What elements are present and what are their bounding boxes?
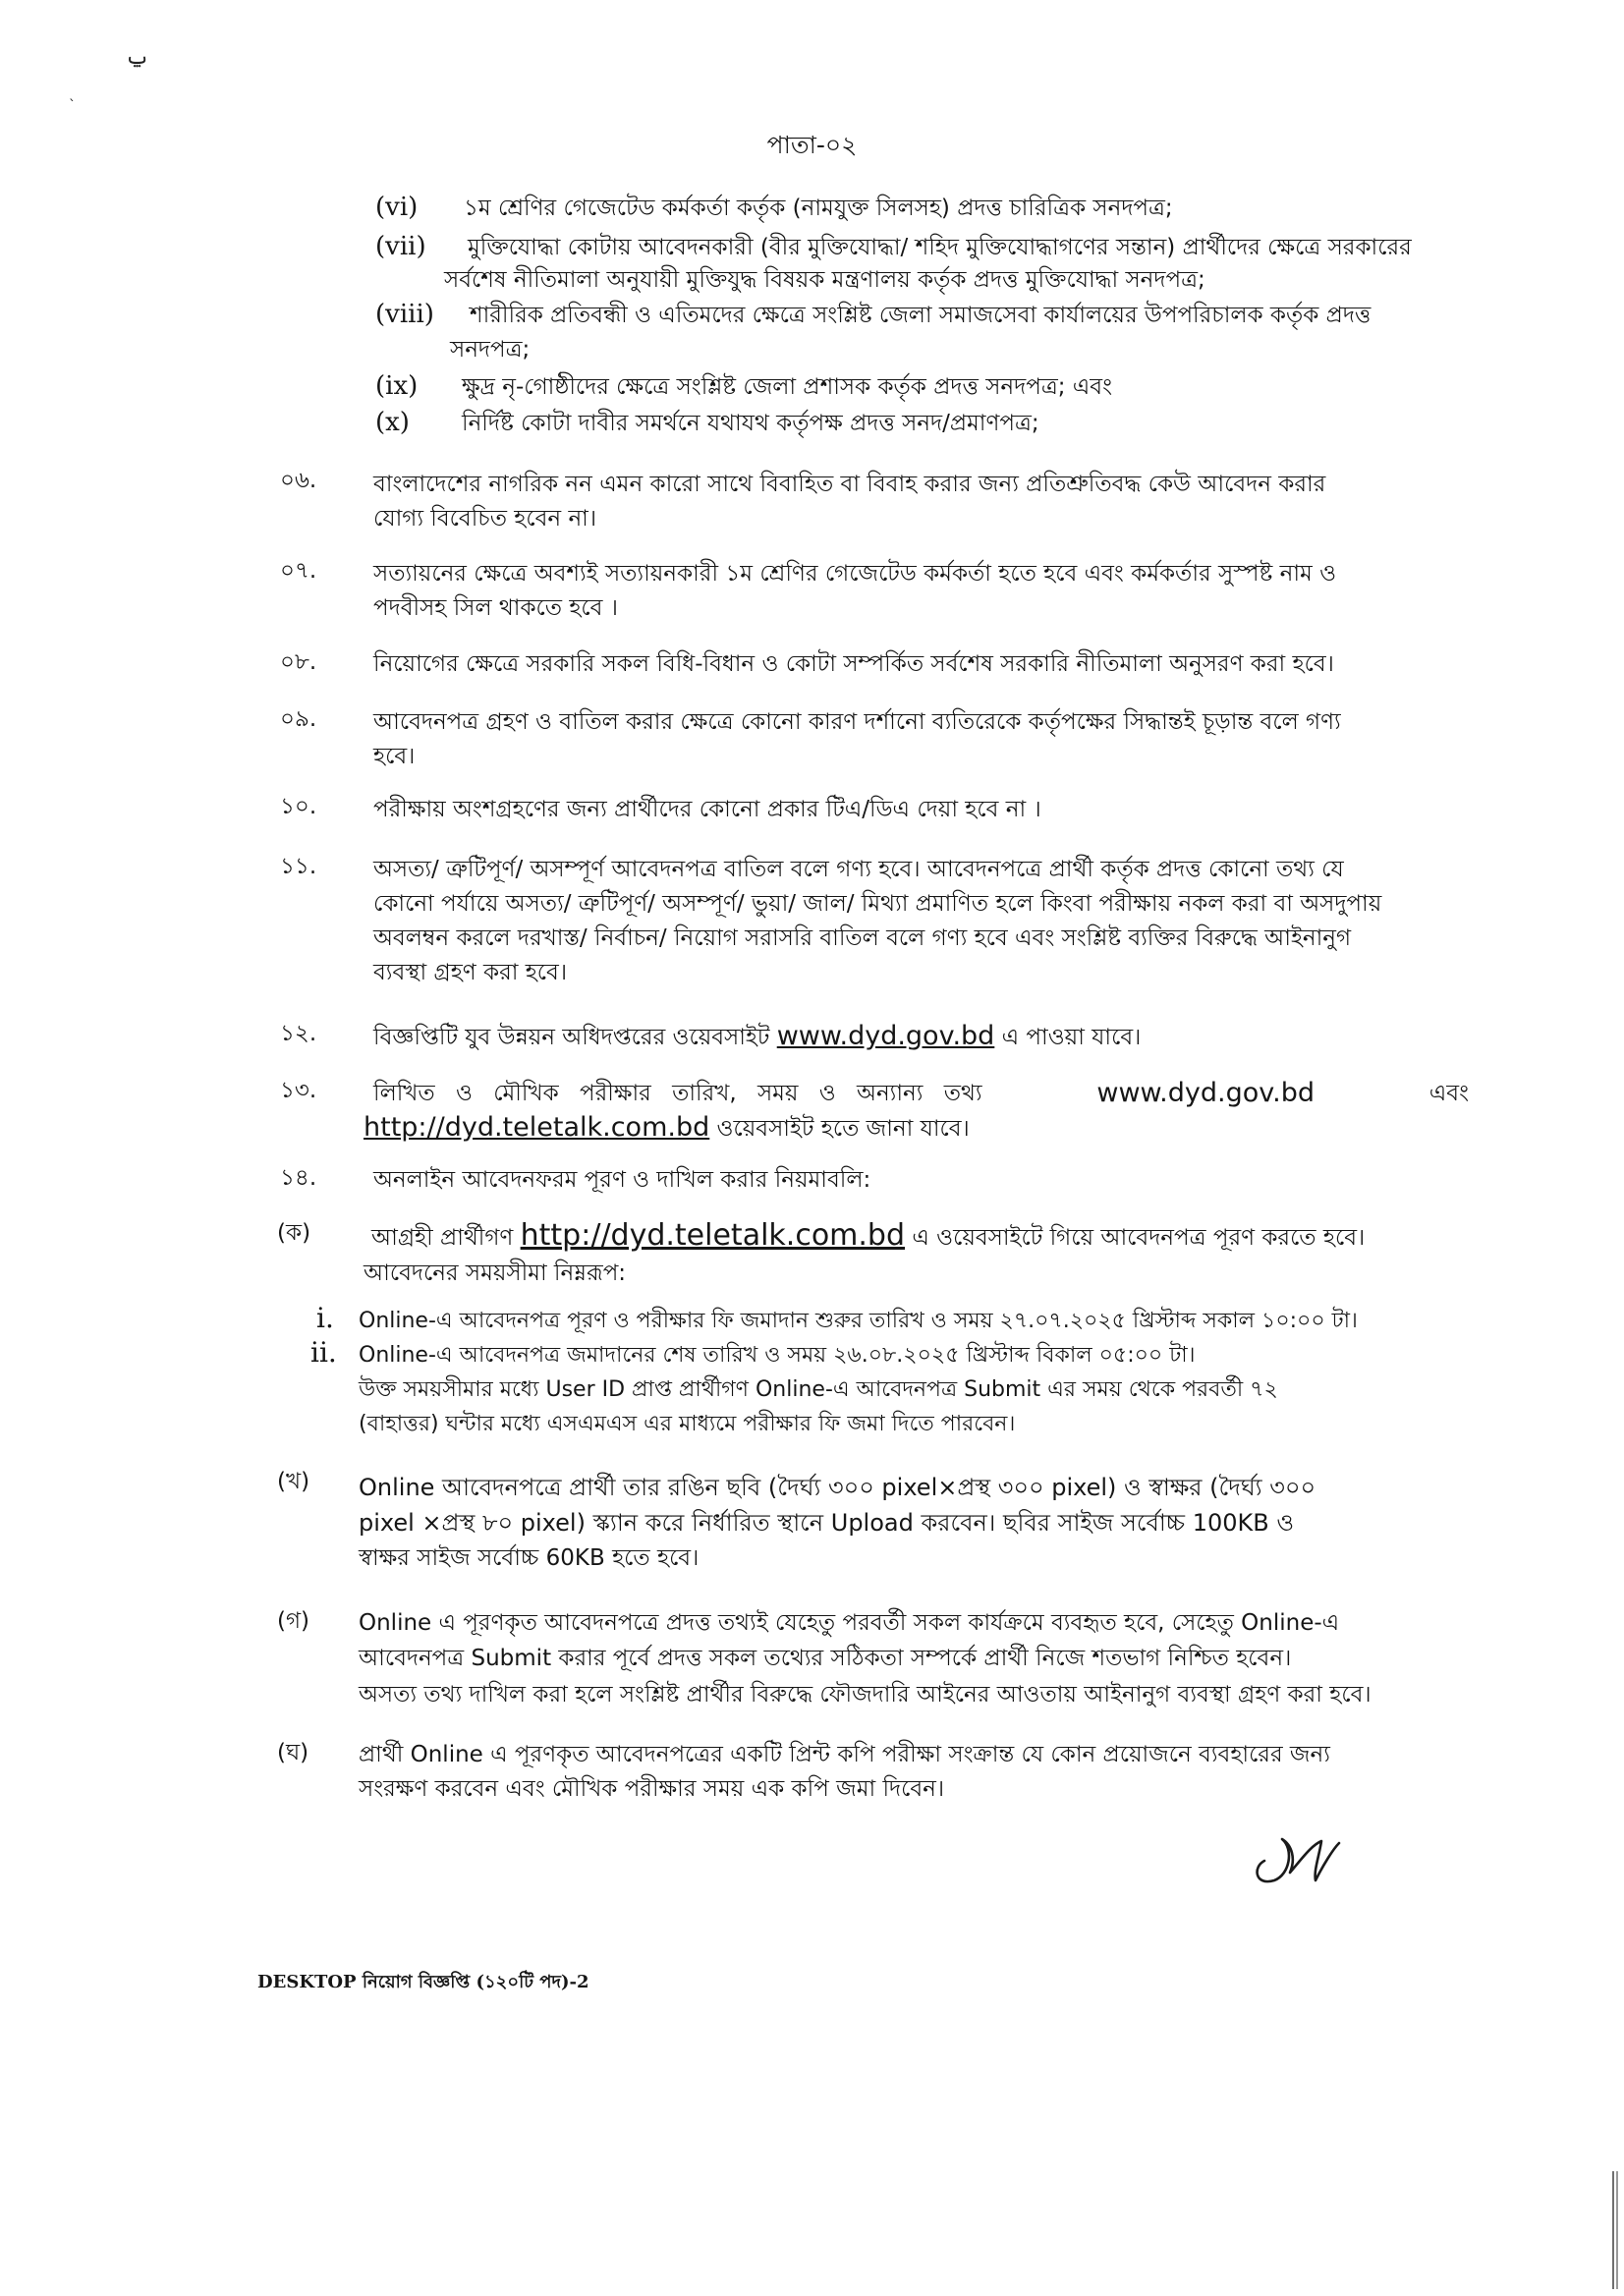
list-item-text: ক্ষুদ্র নৃ-গোষ্ঠীদের ক্ষেত্রে সংশ্লিষ্ট জেলা প্রশাসক কর্তৃক প্রদত্ত সনদপত্র; এবং bbox=[462, 374, 1112, 400]
clause-number: ০৭. bbox=[280, 558, 317, 584]
clause-text-part: ওয়েবসাইট হতে জানা যাবে। bbox=[709, 1116, 970, 1142]
sub-clause-text: সংরক্ষণ করবেন এবং মৌখিক পরীক্ষার সময় এক কপি জমা দিবেন। bbox=[359, 1776, 945, 1802]
clause-number: ০৮. bbox=[280, 649, 317, 675]
sub-clause-text: Online এ পূরণকৃত আবেদনপত্রে প্রদত্ত তথ্যই যেহেতু পরবর্তী সকল কার্যক্রমে ব্যবহৃত হবে, সেহেতু Online-এ bbox=[359, 1610, 1340, 1636]
list-marker: (viii) bbox=[375, 300, 434, 329]
clause-text bbox=[373, 1022, 1141, 1052]
clause-number: ১১. bbox=[280, 854, 317, 879]
clause-text: বাংলাদেশের নাগরিক নন এমন কারো সাথে বিবাহিত বা বিবাহ করার জন্য প্রতিশ্রুতিবদ্ধ কেউ আবেদন করার bbox=[373, 472, 1326, 497]
list-item-text: মুক্তিযোদ্ধা কোটায় আবেদনকারী (বীর মুক্তিযোদ্ধা/ শহিদ মুক্তিযোদ্ধাগণের সন্তান) প্রার্থীদের ক্ষেত্রে সরকারের bbox=[468, 235, 1412, 260]
point-text: Online-এ আবেদনপত্র পূরণ ও পরীক্ষার ফি জমাদান শুরুর তারিখ ও সময় ২৭.০৭.২০২৫ খ্রিস্টাব্দ সকাল ১০:০০ টা। bbox=[359, 1309, 1358, 1333]
point-text: Online-এ আবেদনপত্র জমাদানের শেষ তারিখ ও সময় ২৬.০৮.২০২৫ খ্রিস্টাব্দ বিকাল ০৫:০০ টা। bbox=[359, 1343, 1196, 1368]
list-marker: (ix) bbox=[375, 371, 419, 401]
sub-clause-text: Online আবেদনপত্রে প্রার্থী তার রঙিন ছবি (দৈর্ঘ্য ৩০০ pixel×প্রস্থ ৩০০ pixel) ও স্বাক্ষর (দৈর্ঘ্য ৩০০ bbox=[359, 1474, 1316, 1501]
teletalk-website-link[interactable]: http://dyd.teletalk.com.bd bbox=[520, 1218, 906, 1253]
clause-text bbox=[373, 1079, 1469, 1108]
list-marker: (vi) bbox=[375, 193, 419, 222]
dyd-website-link[interactable]: www.dyd.gov.bd bbox=[776, 1021, 995, 1051]
scan-artifact: ݐ bbox=[126, 45, 149, 69]
list-item-text: নির্দিষ্ট কোটা দাবীর সমর্থনে যথাযথ কর্তৃপক্ষ প্রদত্ত সনদ/প্রমাণপত্র; bbox=[462, 411, 1039, 436]
clause-text: পদবীসহ সিল থাকতে হবে । bbox=[373, 595, 619, 621]
clause-text-part: এবং bbox=[1428, 1081, 1469, 1106]
sub-clause-marker: (গ) bbox=[277, 1608, 310, 1634]
clause-text: হবে। bbox=[373, 744, 416, 769]
list-item-text: সনদপত্র; bbox=[450, 337, 531, 363]
clause-heading: অনলাইন আবেদনফরম পূরণ ও দাখিল করার নিয়মাবলি: bbox=[373, 1167, 871, 1193]
clause-number: ০৯. bbox=[280, 706, 317, 732]
list-item-text: ১ম শ্রেণির গেজেটেড কর্মকর্তা কর্তৃক (নামযুক্ত সিলসহ) প্রদত্ত চারিত্রিক সনদপত্র; bbox=[464, 196, 1173, 221]
clause-text: সত্যায়নের ক্ষেত্রে অবশ্যই সত্যায়নকারী ১ম শ্রেণির গেজেটেড কর্মকর্তা হতে হবে এবং কর্মকর্তার সুস্পষ্ট নাম ও bbox=[373, 561, 1337, 587]
document-footer: DESKTOP নিয়োগ বিজ্ঞপ্তি (১২০টি পদ)-2 bbox=[257, 1972, 589, 1992]
sub-clause-marker: (ক) bbox=[277, 1220, 311, 1246]
point-marker: ii. bbox=[310, 1336, 337, 1369]
list-item-text: শারীরিক প্রতিবন্ধী ও এতিমদের ক্ষেত্রে সংশ্লিষ্ট জেলা সমাজসেবা কার্যালয়ের উপপরিচালক কর্তৃক প্রদত্ত bbox=[470, 303, 1372, 328]
clause-number: ১২. bbox=[280, 1021, 317, 1046]
clause-number: ১৪. bbox=[280, 1165, 317, 1191]
clause-text: অসত্য/ ত্রুটিপূর্ণ/ অসম্পূর্ণ আবেদনপত্র বাতিল বলে গণ্য হবে। আবেদনপত্রে প্রার্থী কর্তৃক প্রদত্ত কোনো তথ্য যে bbox=[373, 857, 1344, 882]
sub-clause-marker: (খ) bbox=[277, 1469, 310, 1494]
clause-text: যোগ্য বিবেচিত হবেন না। bbox=[373, 506, 597, 532]
list-item-text: সর্বশেষ নীতিমালা অনুযায়ী মুক্তিযুদ্ধ বিষয়ক মন্ত্রণালয় কর্তৃক প্রদত্ত মুক্তিযোদ্ধা সনদপত্র; bbox=[444, 267, 1205, 293]
clause-number: ১৩. bbox=[280, 1078, 317, 1103]
clause-text: কোনো পর্যায়ে অসত্য/ ত্রুটিপূর্ণ/ অসম্পূর্ণ/ ভুয়া/ জাল/ মিথ্যা প্রমাণিত হলে কিংবা পরীক্ষায় নকল করা বা অসদুপায় bbox=[373, 891, 1382, 917]
sub-clause-text: pixel ×প্রস্থ ৮০ pixel) স্ক্যান করে নির্ধারিত স্থানে Upload করবেন। ছবির সাইজ সর্বোচ্চ 100KB ও bbox=[359, 1509, 1295, 1537]
clause-text-part: বিজ্ঞপ্তিটি যুব উন্নয়ন অধিদপ্তরের ওয়েবসাইট bbox=[373, 1025, 777, 1050]
note-text: (বাহাত্তর) ঘন্টার মধ্যে এসএমএস এর মাধ্যমে পরীক্ষার ফি জমা দিতে পারবেন। bbox=[359, 1412, 1016, 1436]
sub-clause-text: আবেদনের সময়সীমা নিম্নরূপ: bbox=[364, 1260, 627, 1286]
point-marker: i. bbox=[316, 1302, 334, 1334]
sub-clause-marker: (ঘ) bbox=[277, 1740, 309, 1765]
clause-text-part: লিখিত ও মৌখিক পরীক্ষার তারিখ, সময় ও অন্যান্য তথ্য bbox=[373, 1081, 982, 1106]
scan-artifact: ˋ bbox=[69, 98, 76, 114]
clause-number: ০৬. bbox=[280, 468, 317, 493]
page-number: পাতা-০২ bbox=[766, 131, 858, 159]
note-text: উক্ত সময়সীমার মধ্যে User ID প্রাপ্ত প্রার্থীগণ Online-এ আবেদনপত্র Submit এর সময় থেকে পরবর্তী ৭২ bbox=[359, 1377, 1278, 1402]
sub-clause-text: প্রার্থী Online এ পূরণকৃত আবেদনপত্রের একটি প্রিন্ট কপি পরীক্ষা সংক্রান্ত যে কোন প্রয়োজনে ব্যবহারের জন্য bbox=[359, 1742, 1330, 1767]
list-marker: (x) bbox=[375, 408, 410, 437]
teletalk-website-link[interactable]: http://dyd.teletalk.com.bd bbox=[364, 1112, 710, 1143]
signature-image bbox=[1243, 1816, 1361, 1894]
clause-text: পরীক্ষায় অংশগ্রহণের জন্য প্রার্থীদের কোনো প্রকার টিএ/ডিএ দেয়া হবে না । bbox=[373, 797, 1041, 822]
clause-text-part: এ পাওয়া যাবে। bbox=[994, 1025, 1142, 1050]
clause-text bbox=[364, 1113, 970, 1144]
sub-clause-text: স্বাক্ষর সাইজ সর্বোচ্চ 60KB হতে হবে। bbox=[359, 1545, 700, 1571]
sub-clause-text-part: এ ওয়েবসাইটে গিয়ে আবেদনপত্র পূরণ করতে হবে। bbox=[905, 1225, 1366, 1251]
sub-clause-text-part: আগ্রহী প্রার্থীগণ bbox=[371, 1225, 521, 1251]
sub-clause-text bbox=[371, 1218, 1366, 1253]
dyd-website-text: www.dyd.gov.bd bbox=[1096, 1078, 1315, 1108]
scan-artifact bbox=[1611, 2171, 1619, 2289]
clause-text: ব্যবস্থা গ্রহণ করা হবে। bbox=[373, 960, 568, 985]
clause-number: ১০. bbox=[280, 794, 317, 819]
clause-text: আবেদনপত্র গ্রহণ ও বাতিল করার ক্ষেত্রে কোনো কারণ দর্শানো ব্যতিরেকে কর্তৃপক্ষের সিদ্ধান্তই চূড়ান্ত বলে গণ্য bbox=[373, 709, 1341, 735]
clause-text: নিয়োগের ক্ষেত্রে সরকারি সকল বিধি-বিধান ও কোটা সম্পর্কিত সর্বশেষ সরকারি নীতিমালা অনুসরণ করা হবে। bbox=[373, 651, 1334, 677]
sub-clause-text: অসত্য তথ্য দাখিল করা হলে সংশ্লিষ্ট প্রার্থীর বিরুদ্ধে ফৌজদারি আইনের আওতায় আইনানুগ ব্যবস্থা গ্রহণ করা হবে। bbox=[359, 1682, 1372, 1708]
sub-clause-text: আবেদনপত্র Submit করার পূর্বে প্রদত্ত সকল তথ্যের সঠিকতা সম্পর্কে প্রার্থী নিজে শতভাগ নিশ্চিত হবেন। bbox=[359, 1646, 1292, 1671]
list-marker: (vii) bbox=[375, 232, 426, 261]
clause-text: অবলম্বন করলে দরখাস্ত/ নির্বাচন/ নিয়োগ সরাসরি বাতিল বলে গণ্য হবে এবং সংশ্লিষ্ট ব্যক্তির বিরুদ্ধে আইনানুগ bbox=[373, 925, 1352, 951]
